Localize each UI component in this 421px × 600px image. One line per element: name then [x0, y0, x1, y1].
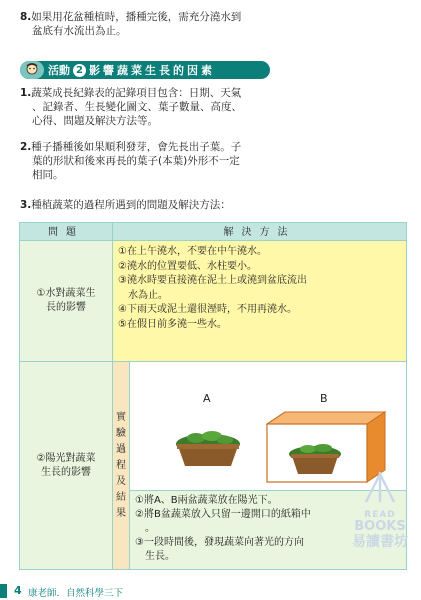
book-logo-icon: [360, 468, 400, 506]
plant-a-illustration: [176, 431, 240, 466]
label-b: B: [320, 392, 328, 405]
activity-banner: [20, 61, 270, 79]
item-number: 2.: [20, 141, 32, 153]
item-number: 1.: [20, 87, 32, 99]
item-line: 種植蔬菜的過程所遇到的問題及解決方法：: [31, 199, 231, 211]
paragraph-line: 盆底有水流出為止。: [32, 25, 127, 37]
activity-prefix: 活動: [48, 64, 70, 77]
watermark-text: 易讀書坊: [352, 534, 408, 550]
watermark: [345, 468, 415, 551]
item-line: 、記錄者、生長變化圖文、葉子數量、高度、: [32, 101, 242, 113]
solution-line: ③澆水時要直接澆在泥土上或澆到盆底流出: [118, 275, 307, 286]
problem-line: 長的影響: [46, 302, 86, 313]
footer-title: 康老師．自然科學三下: [28, 588, 124, 599]
problem-line: 生長的影響: [41, 466, 91, 478]
experiment-char: 驗: [116, 427, 126, 439]
experiment-char: 結: [116, 491, 126, 503]
experiment-char: 及: [116, 475, 126, 487]
solution-line: ⑤在假日前多澆一些水。: [118, 318, 227, 330]
item-1: [20, 86, 242, 128]
experiment-char: 實: [116, 411, 126, 423]
problem-water-cell: [20, 241, 113, 362]
item-line: 葉的形狀和後來再長的葉子(本葉)外形不一定: [32, 155, 240, 167]
solution-line: ②澆水的位置要低、水柱要小。: [118, 260, 257, 272]
item-number: 3.: [20, 199, 32, 211]
item-3: [20, 198, 231, 212]
result-line: ①將A、B兩盆蔬菜放在陽光下。: [135, 495, 278, 506]
result-line: ③一段時間後，發現蔬菜向著光的方向: [135, 537, 304, 548]
item-line: 種子播種後如果順利發芽，會先長出子葉。子: [31, 141, 242, 153]
item-line: 心得、問題及解決方法等。: [32, 115, 158, 127]
header-problem: 問題: [20, 223, 113, 241]
item-line: 蔬菜成長紀錄表的記錄項目包含：日期、天氣: [31, 87, 242, 99]
watermark-text: READ: [364, 510, 396, 520]
header-solution: 解決方法: [113, 223, 407, 241]
page-footer: [0, 580, 421, 600]
activity-number: 2: [73, 64, 86, 77]
page-number: 4: [14, 584, 22, 597]
result-line: ②將B盆蔬菜放入只留一邊開口的紙箱中: [135, 509, 311, 520]
footer-bar: [0, 584, 7, 598]
result-line: 生長。: [135, 551, 175, 562]
water-solutions-cell: [113, 241, 407, 362]
paragraph-line: 如果用花盆種植時，播種完後，需充分澆水到: [31, 11, 242, 23]
item-2: [20, 140, 241, 182]
problem-sunlight-cell: [20, 362, 113, 570]
teacher-icon: [20, 61, 44, 79]
experiment-char: 過: [116, 443, 126, 455]
result-line: 。: [135, 523, 155, 534]
paragraph-number: 8.: [20, 11, 32, 23]
problem-line: ②陽光對蔬菜: [36, 452, 96, 464]
label-a: A: [203, 392, 211, 405]
experiment-label-cell: [113, 362, 130, 570]
problem-line: ①水對蔬菜生: [36, 288, 96, 299]
watermark-text: BOOKS: [354, 519, 406, 534]
paragraph-8: [20, 10, 241, 38]
activity-title: 影響蔬菜生長的因素: [89, 64, 215, 77]
solution-line: ①在上午澆水，不要在中午澆水。: [118, 246, 267, 257]
experiment-char: 果: [116, 507, 126, 519]
item-line: 相同。: [32, 169, 64, 181]
solution-line: 水為止。: [118, 289, 168, 301]
solution-line: ④下雨天或泥土還很溼時，不用再澆水。: [118, 304, 297, 315]
experiment-char: 程: [116, 459, 126, 471]
